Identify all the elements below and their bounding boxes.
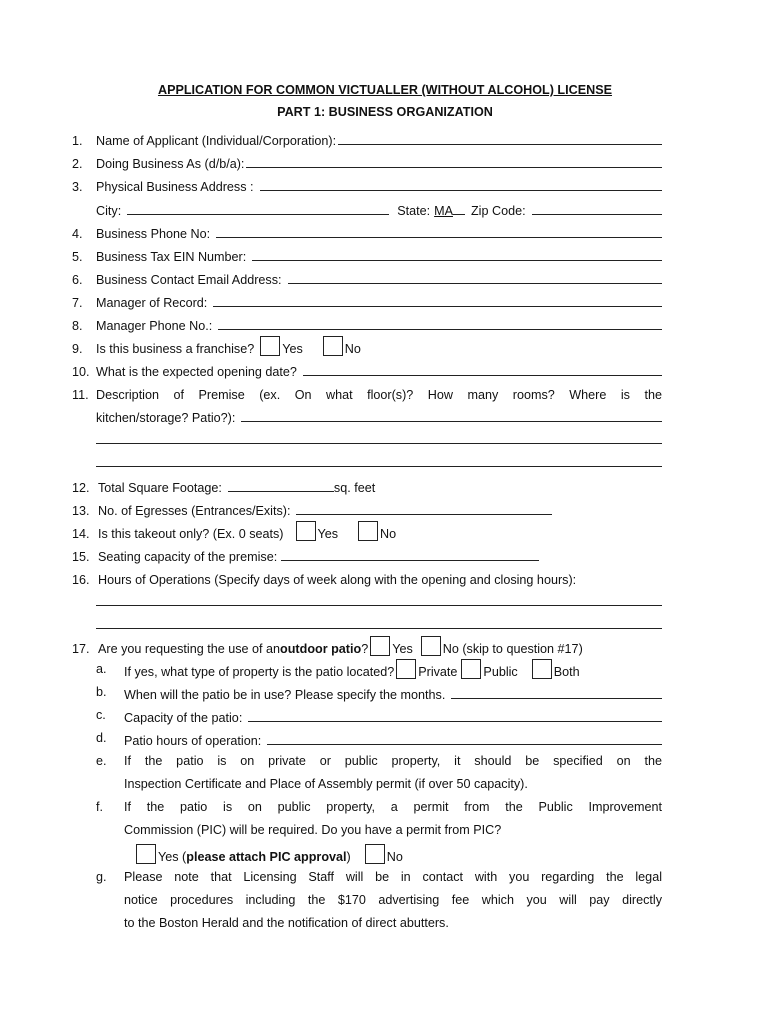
note-g-line-3: to the Boston Herald and the notification of direct abutters. [124,916,449,930]
hours-line-1[interactable] [96,605,662,606]
form-subtitle: PART 1: BUSINESS ORGANIZATION [277,105,493,119]
form-title: APPLICATION FOR COMMON VICTUALLER (WITHOUT ALCOHOL) LICENSE [157,83,613,97]
patio-both-checkbox[interactable] [532,659,552,679]
pic-no-checkbox[interactable] [365,844,385,864]
patio-public-checkbox[interactable] [461,659,481,679]
manager-phone-input[interactable] [218,317,662,330]
patio-months-input[interactable] [451,686,662,699]
field-manager-phone: 8. Manager Phone No.: [72,313,662,333]
takeout-yes-checkbox[interactable] [296,521,316,541]
field-patio-property-type: If yes, what type of property is the patio located? Private Public Both [124,659,662,679]
note-f-line-1: If the patio is on public property, a permit from the Public Improvement [124,800,662,814]
square-footage-input[interactable] [228,479,334,492]
address-input[interactable] [260,178,663,191]
field-applicant-name: 1. Name of Applicant (Individual/Corporation): [72,128,662,148]
field-square-footage: 12. Total Square Footage: sq. feet [72,481,376,495]
field-outdoor-patio: 17. Are you requesting the use of an outdoor patio ? Yes No (skip to question #17) [72,636,662,656]
opening-date-input[interactable] [303,363,662,376]
note-e-line-2: Inspection Certificate and Place of Assembly permit (if over 50 capacity). [124,777,528,791]
field-patio-hours: Patio hours of operation: [124,728,662,748]
field-city-state-zip: City: State: MA Zip Code: [72,198,662,218]
premise-description-line-3[interactable] [96,466,662,467]
field-hours: 16. Hours of Operations (Specify days of week along with the opening and closing hours): [72,573,577,587]
franchise-no-checkbox[interactable] [323,336,343,356]
patio-no-checkbox[interactable] [421,636,441,656]
field-pic-permit: Yes ( please attach PIC approval ) No [136,844,662,864]
pic-yes-checkbox[interactable] [136,844,156,864]
ein-input[interactable] [252,248,662,261]
note-g-line-1: Please note that Licensing Staff will be in contact with you regarding the legal [124,870,662,884]
zip-input[interactable] [532,202,662,215]
applicant-name-input[interactable] [338,132,662,145]
patio-capacity-input[interactable] [248,709,662,722]
business-phone-input[interactable] [216,225,662,238]
field-premise-description: 11. Description of Premise (ex. On what floor(s)? How many rooms? Where is the [72,388,662,402]
franchise-yes-checkbox[interactable] [260,336,280,356]
field-business-phone: 4. Business Phone No: [72,221,662,241]
patio-hours-input[interactable] [267,732,662,745]
manager-input[interactable] [213,294,662,307]
field-patio-capacity: Capacity of the patio: [124,705,662,725]
dba-input[interactable] [246,155,662,168]
field-email: 6. Business Contact Email Address: [72,267,662,287]
field-dba: 2. Doing Business As (d/b/a): [72,151,662,171]
field-takeout: 14. Is this takeout only? (Ex. 0 seats) Yes No [72,521,662,541]
field-patio-months: When will the patio be in use? Please specify the months. [124,682,662,702]
field-franchise: 9. Is this business a franchise? Yes No [72,336,662,356]
takeout-no-checkbox[interactable] [358,521,378,541]
seating-capacity-input[interactable] [281,548,539,561]
field-address: 3. Physical Business Address : [72,174,662,194]
field-opening-date: 10. What is the expected opening date? [72,359,662,379]
field-ein: 5. Business Tax EIN Number: [72,244,662,264]
field-manager: 7. Manager of Record: [72,290,662,310]
note-g-line-2: notice procedures including the $170 advertising fee which you will pay directly [124,893,662,907]
city-input[interactable] [127,202,389,215]
patio-yes-checkbox[interactable] [370,636,390,656]
note-f-line-2: Commission (PIC) will be required. Do you have a permit from PIC? [124,823,502,837]
note-e-line-1: If the patio is on private or public property, it should be specified on the [124,754,662,768]
field-seating-capacity: 15. Seating capacity of the premise: [72,544,662,564]
patio-private-checkbox[interactable] [396,659,416,679]
premise-description-line-2[interactable] [96,443,662,444]
field-egresses: 13. No. of Egresses (Entrances/Exits): [72,498,662,518]
premise-description-input[interactable] [241,409,662,422]
email-input[interactable] [288,271,663,284]
hours-line-2[interactable] [96,628,662,629]
egresses-input[interactable] [296,502,552,515]
state-value[interactable]: MA [434,204,453,218]
